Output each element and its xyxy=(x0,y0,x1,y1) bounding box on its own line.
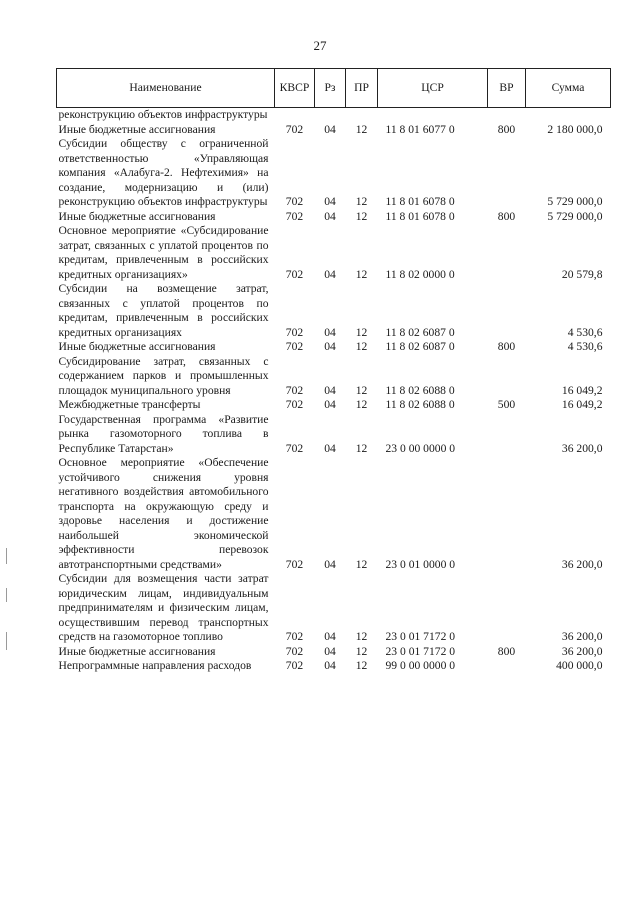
row-sum: 4 530,6 xyxy=(567,340,603,353)
row-kvsr: 702 xyxy=(285,398,304,411)
row-vr xyxy=(488,108,526,123)
column-header-sum: Сумма xyxy=(526,69,611,108)
row-rz: 04 xyxy=(324,209,336,223)
table-row xyxy=(57,645,611,660)
row-name: Иные бюджетные ассигнования xyxy=(58,644,216,658)
row-vr: 500 xyxy=(497,398,516,411)
table-row xyxy=(57,456,611,572)
row-name: Иные бюджетные ассигнования xyxy=(58,209,216,223)
scan-artifact-line xyxy=(6,588,7,602)
row-sum: 36 200,0 xyxy=(561,644,603,658)
row-vr xyxy=(488,456,526,572)
row-pr: 12 xyxy=(355,383,368,397)
row-pr: 12 xyxy=(355,122,368,136)
row-csr: 23 0 00 0000 0 xyxy=(385,441,456,455)
row-name: Субсидии для возмещения части затрат юридическим лицам, индивидуальным предпринимателям и физическим лицам, осуществившим перевод транспортных средств на газомоторное топливо xyxy=(58,572,269,643)
row-rz xyxy=(315,108,346,123)
row-name: Субсидирование затрат, связанных с содержанием парков и промышленных площадок муниципального уровня xyxy=(58,354,269,397)
row-kvsr: 702 xyxy=(285,209,304,223)
row-pr xyxy=(346,108,378,123)
row-csr: 23 0 01 7172 0 xyxy=(385,630,456,643)
row-rz: 04 xyxy=(324,195,336,208)
row-csr: 23 0 01 0000 0 xyxy=(385,557,456,571)
row-name: реконструкцию объектов инфраструктуры xyxy=(58,108,268,121)
row-rz: 04 xyxy=(324,122,336,136)
row-sum: 2 180 000,0 xyxy=(547,122,603,136)
row-rz: 04 xyxy=(324,398,336,411)
row-pr: 12 xyxy=(355,325,368,339)
row-csr: 11 8 02 6087 0 xyxy=(385,325,455,339)
row-sum xyxy=(526,108,611,123)
row-rz: 04 xyxy=(324,340,336,353)
row-sum: 36 200,0 xyxy=(561,630,603,643)
row-sum: 5 729 000,0 xyxy=(547,209,603,223)
row-vr: 800 xyxy=(497,209,516,223)
row-pr: 12 xyxy=(355,441,368,455)
row-rz: 04 xyxy=(324,630,336,643)
row-rz: 04 xyxy=(324,267,336,281)
row-sum: 16 049,2 xyxy=(561,383,603,397)
row-kvsr: 702 xyxy=(285,340,304,353)
row-vr xyxy=(488,355,526,399)
row-kvsr: 702 xyxy=(285,644,304,658)
row-sum: 4 530,6 xyxy=(567,325,603,339)
row-rz: 04 xyxy=(324,557,336,571)
row-rz: 04 xyxy=(324,325,336,339)
row-csr: 99 0 00 0000 0 xyxy=(385,659,456,672)
row-kvsr: 702 xyxy=(285,122,304,136)
row-vr xyxy=(488,282,526,340)
row-pr: 12 xyxy=(355,644,368,658)
row-pr: 12 xyxy=(355,557,368,571)
row-csr xyxy=(378,108,488,123)
row-csr: 11 8 02 6087 0 xyxy=(385,340,455,353)
row-pr: 12 xyxy=(355,267,368,281)
row-kvsr: 702 xyxy=(285,441,304,455)
row-pr: 12 xyxy=(355,398,368,411)
row-csr: 11 8 01 6078 0 xyxy=(385,209,455,223)
page-number: 27 xyxy=(313,38,327,53)
column-header-rz: Рз xyxy=(315,69,346,108)
table-row xyxy=(57,137,611,210)
row-sum: 36 200,0 xyxy=(561,557,603,571)
table-row xyxy=(57,282,611,340)
row-kvsr: 702 xyxy=(285,383,304,397)
row-vr xyxy=(488,413,526,457)
table-row xyxy=(57,224,611,282)
row-csr: 11 8 01 6077 0 xyxy=(385,122,455,136)
row-rz: 04 xyxy=(324,644,336,658)
row-csr: 11 8 02 0000 0 xyxy=(385,267,455,281)
table-row xyxy=(57,108,611,123)
table-row xyxy=(57,340,611,355)
column-header-pr: ПР xyxy=(346,69,378,108)
row-kvsr: 702 xyxy=(285,630,304,643)
row-kvsr: 702 xyxy=(285,325,304,339)
table-row xyxy=(57,572,611,645)
scan-artifact-line xyxy=(6,548,7,564)
row-vr xyxy=(488,137,526,210)
row-sum: 5 729 000,0 xyxy=(547,195,603,208)
row-vr xyxy=(488,659,526,674)
row-pr: 12 xyxy=(355,340,368,353)
row-pr: 12 xyxy=(355,195,368,208)
table-row xyxy=(57,123,611,138)
row-rz: 04 xyxy=(324,659,336,672)
column-header-vr: ВР xyxy=(488,69,526,108)
row-sum: 16 049,2 xyxy=(561,398,603,411)
row-sum: 20 579,8 xyxy=(561,267,603,281)
row-name: Государственная программа «Развитие рынка газомоторного топлива в Республике Татарстан» xyxy=(58,412,269,455)
row-kvsr xyxy=(275,108,315,123)
table-row xyxy=(57,355,611,399)
row-name: Субсидии обществу с ограниченной ответственностью «Управляющая компания «Алабуга-2. Нефтехимия» на создание, модернизацию и (или) реконструкцию объектов инфраструктуры xyxy=(58,137,269,208)
row-name: Основное мероприятие «Обеспечение устойчивого снижения уровня негативного воздействия автомобильного транспорта на окружающую среду и здоровье населения и достижение наибольшей экономической эффективности перевозок автотранспортными средствами» xyxy=(58,456,269,571)
row-pr: 12 xyxy=(355,209,368,223)
budget-table xyxy=(56,68,611,674)
row-rz: 04 xyxy=(324,383,336,397)
row-rz: 04 xyxy=(324,441,336,455)
table-row xyxy=(57,398,611,413)
row-csr: 11 8 01 6078 0 xyxy=(385,195,455,208)
table-row xyxy=(57,210,611,225)
table-row xyxy=(57,413,611,457)
table-row xyxy=(57,659,611,674)
row-name: Непрограммные направления расходов xyxy=(58,659,252,672)
column-header-kvsr: КВСР xyxy=(275,69,315,108)
row-name: Субсидии на возмещение затрат, связанных с уплатой процентов по кредитам, привлеченным в российских кредитных организациях xyxy=(58,282,269,339)
row-sum: 400 000,0 xyxy=(556,659,603,672)
row-vr: 800 xyxy=(497,644,516,658)
scan-artifact-line xyxy=(6,632,7,650)
row-vr: 800 xyxy=(497,340,516,353)
row-csr: 11 8 02 6088 0 xyxy=(385,383,455,397)
row-pr: 12 xyxy=(355,659,368,672)
table-header xyxy=(57,69,611,108)
row-name: Иные бюджетные ассигнования xyxy=(58,122,216,136)
row-vr xyxy=(488,224,526,282)
row-name: Основное мероприятие «Субсидирование затрат, связанных с уплатой процентов по кредитам, привлеченным в российских кредитных организациях» xyxy=(58,224,269,281)
row-vr xyxy=(488,572,526,645)
column-header-name: Наименование xyxy=(57,69,275,108)
row-kvsr: 702 xyxy=(285,557,304,571)
row-csr: 23 0 01 7172 0 xyxy=(385,644,456,658)
row-name: Иные бюджетные ассигнования xyxy=(58,340,216,353)
row-pr: 12 xyxy=(355,630,368,643)
row-sum: 36 200,0 xyxy=(561,441,603,455)
row-kvsr: 702 xyxy=(285,195,304,208)
row-kvsr: 702 xyxy=(285,267,304,281)
row-name: Межбюджетные трансферты xyxy=(58,398,201,411)
row-kvsr: 702 xyxy=(285,659,304,672)
row-vr: 800 xyxy=(497,122,516,136)
row-csr: 11 8 02 6088 0 xyxy=(385,398,455,411)
column-header-csr: ЦСР xyxy=(378,69,488,108)
